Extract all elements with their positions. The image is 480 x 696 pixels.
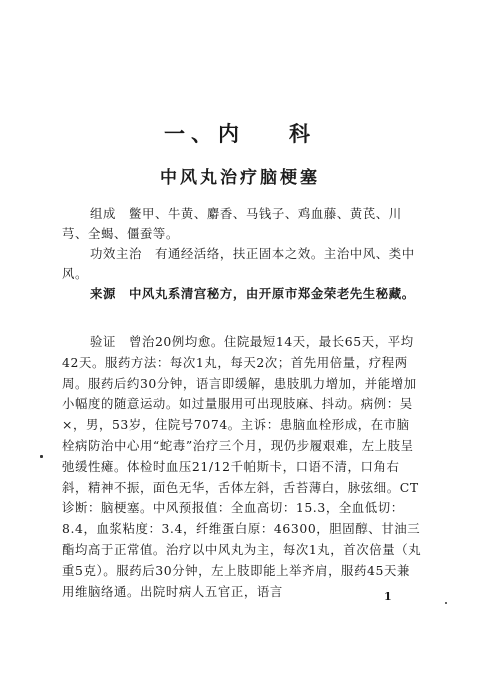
article-title: 中风丸治疗脑梗塞 <box>160 168 320 188</box>
function-text: 功效主治 有通经活络，扶正固本之效。主治中风、类中风。 <box>62 246 415 281</box>
function-paragraph <box>62 244 422 283</box>
ink-speck <box>40 455 43 458</box>
section-title-suffix: 科 <box>289 121 316 146</box>
source-paragraph <box>62 284 422 304</box>
ink-speck <box>445 602 447 604</box>
composition-text: 组成 鳖甲、牛黄、麝香、马钱子、鸡血藤、黄芪、川芎、全蝎、僵蚕等。 <box>62 206 402 241</box>
page-mark: 1 <box>384 590 392 603</box>
source-text: 来源 中风丸系清宫秘方，由开原市郑金荣老先生秘藏。 <box>90 286 415 301</box>
section-title-main: 一、内 <box>164 121 245 146</box>
verification-text: 验证 曾治20例均愈。住院最短14天，最长65天，平均42天。服药方法：每次1丸，每天2次；首先用倍量，疗程两周。服药后约30分钟，语言即缓解，患肢肌力增加，并能增加小幅度的随意运动。如过量服用可出现肢麻、抖动。病例：吴×，男，53岁，住院号7074。主诉：患脑血栓形成，在市脑栓病防治中心用“蛇毒”治疗三个月，现仍步履艰难，左上肢呈弛缓性瘫。体检时血压21/12千帕斯卡，口语不清，口角右斜，精神不振，面色无华，舌体左斜，舌苔薄白，脉弦细。CT诊断：脑梗塞。中风预报值：全血高切：15.3，全血低切：8.4，血浆粘度：3.4，纤维蛋白原：46300，胆固醇、甘油三酯均高于正常值。治疗以中风丸为主，每次1丸，首次倍量（丸重5克）。服药后30分钟，左上肢即能上举齐肩，服药45天兼用维脑络通。出院时病人五官正，语言 <box>62 334 422 599</box>
composition-paragraph <box>62 204 422 243</box>
section-title <box>0 118 480 148</box>
verification-paragraph <box>62 332 422 602</box>
